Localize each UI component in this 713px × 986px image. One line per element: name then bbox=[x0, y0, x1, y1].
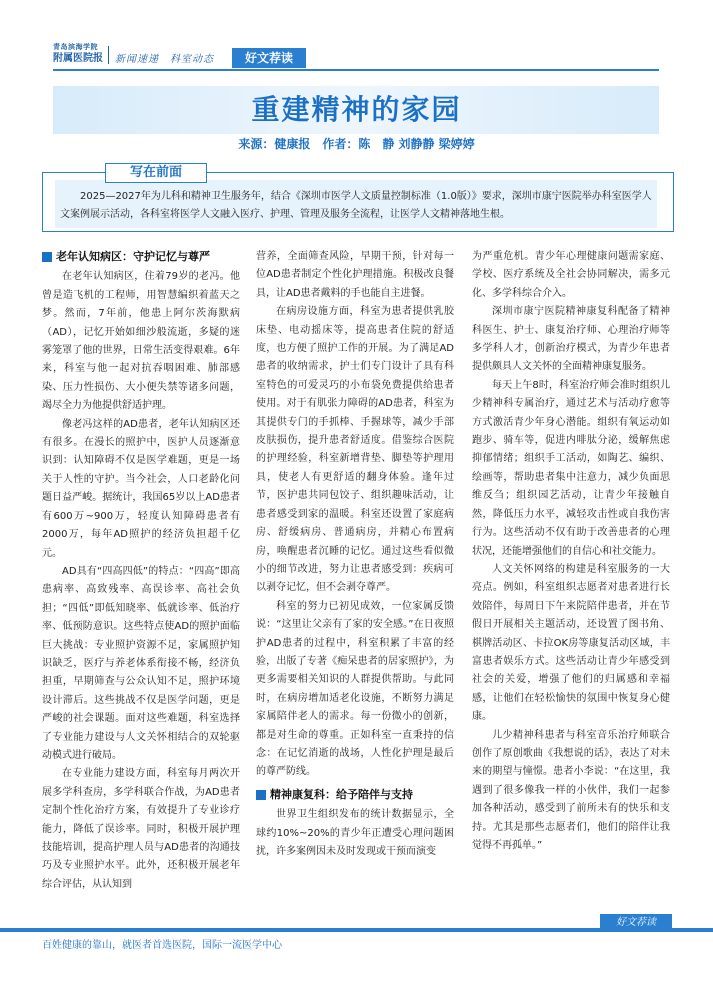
paragraph: 在专业能力建设方面，科室每月两次开展多学科查房，多学科联合作战，为AD患者定制个性化治疗方案，有效提升了专业诊疗能力，降低了误诊率。同时，积极开展护理技能培训，提高护理人员与AD患者的沟通技巧及专业照护水平。此外，还积极开展老年综合评估，从认知到 bbox=[42, 768, 240, 890]
hospital-name-line2: 附属医院报 bbox=[53, 53, 103, 64]
section-heading-text: 老年认知病区：守护记忆与尊严 bbox=[56, 250, 210, 263]
section-heading-elderly bbox=[42, 248, 240, 266]
paragraph: 为严重危机。青少年心理健康问题需家庭、学校、医疗系统及全社会协同解决，需多元化、多学科综合介入。 bbox=[472, 251, 670, 299]
paragraph: 世界卫生组织发布的统计数据显示，全球约10%~20%的青少年正遭受心理问题困扰，许多案例因未及时发现或干预而演变 bbox=[256, 809, 454, 857]
section-heading-rehab bbox=[256, 786, 454, 804]
intro-label: 写在前面 bbox=[105, 163, 207, 183]
paragraph: 科室的努力已初见成效，一位家属反馈说：“这里让父亲有了家的安全感。”在日夜照护AD患者的过程中，科室积累了丰富的经验，出版了专著《痴呆患者的居家照护》，为更多需要相关知识的人群提供帮助。与此同时，在病房增加适老化设施，不断努力满足家属陪伴老人的需求。每一份微小的创新，都是对生命的尊重。正如科室一直秉持的信念：在记忆消逝的战场，人性化护理是最后的尊严防线。 bbox=[256, 600, 454, 778]
article-title: 重建精神的家园 bbox=[251, 93, 462, 126]
paragraph: 在病房设施方面，科室为患者提供乳胶床垫、电动摇床等，提高患者住院的舒适度，也方便了照护工作的开展。为了满足AD患者的收纳需求，护士们专门设计了具有科室特色的可爱灵巧的小布袋免费提供给患者使用。对于有肌张力障碍的AD患者，科室为其提供专门的手抓棒、手握球等，减少手部皮肤损伤，提升患者舒适度。借鉴综合医院的护理经验，科室新增背垫、脚垫等护理用具，使老人有更舒适的翻身体验。逢年过节，医护患共同包饺子、组织趣味活动，让患者感受到家的温暖。科室还设置了家庭病房、舒缓病房、普通病房，并精心布置病房，唤醒患者沉睡的记忆。通过这些看似微小的细节改进，努力让患者感受到：疾病可以剥夺记忆，但不会剥夺尊严。 bbox=[256, 306, 454, 594]
square-bullet-icon bbox=[256, 790, 266, 800]
square-bullet-icon bbox=[42, 252, 52, 262]
article-byline: 来源：健康报 作者：陈 静 刘静静 梁婷婷 bbox=[238, 137, 475, 151]
paragraph: 营养，全面筛查风险，早期干预，针对每一位AD患者制定个性化护理措施。积极改良餐具，让AD患者戴料的手也能自主进餐。 bbox=[256, 251, 454, 299]
column-3 bbox=[472, 248, 670, 855]
column-1 bbox=[42, 248, 240, 894]
footer-slogan: 百姓健康的靠山，就医者首选医院，国际一流医学中心 bbox=[42, 940, 282, 951]
footer-rule bbox=[0, 928, 713, 932]
hospital-name bbox=[53, 42, 103, 64]
hospital-name-line1: 青岛滨海学院 bbox=[53, 43, 98, 51]
section-heading-text: 精神康复科：给予陪伴与支持 bbox=[270, 787, 413, 801]
header-rule bbox=[53, 69, 659, 71]
header-columns: 新闻速递 科室动态 bbox=[115, 54, 214, 65]
paragraph: 在老年认知病区，住着79岁的老冯。他曾是造飞机的工程师，用智慧编织着蓝天之梦。然而，7年前，他患上阿尔茨海默病（AD），记忆开始如细沙般流逝，多疑的迷雾笼罩了他的世界，日常生活变得艰难。6年来，科室与他一起对抗吞咽困难、肺部感染、压力性损伤、大小便失禁等诸多问题，竭尽全力为他提供舒适护理。 bbox=[42, 271, 240, 412]
column-2 bbox=[256, 248, 454, 861]
paragraph: 每天上午8时，科室治疗师会准时组织儿少精神科专属治疗，通过艺术与活动疗愈等方式激活青少年身心潜能。组织有氧运动如跑步、骑车等，促进内啡肽分泌，缓解焦虑抑郁情绪；组织手工活动，如陶艺、编织、绘画等，帮助患者集中注意力，减少负面思维反刍；组织园艺活动，让青少年接触自然，降低压力水平，减轻攻击性或自我伤害行为。这些活动不仅有助于改善患者的心理状况，还能增强他们的自信心和社交能力。 bbox=[472, 379, 670, 557]
paragraph: AD具有“四高四低”的特点：“四高”即高患病率、高致残率、高误诊率、高社会负担；“四低”即低知晓率、低就诊率、低治疗率、低预防意识。这些特点使AD的照护面临巨大挑战：专业照护资源不足，家属照护知识缺乏，医疗与养老体系衔接不畅，经济负担重，早期筛查与公众认知不足，照护环境设计滞后。这些挑战不仅是医学问题，更是严峻的社会课题。面对这些难题，科室选择了专业能力建设与人文关怀相结合的双轮驱动模式进行破局。 bbox=[42, 565, 240, 761]
header-divider bbox=[108, 46, 109, 64]
paragraph: 深圳市康宁医院精神康复科配备了精神科医生、护士、康复治疗师、心理治疗师等多学科人才，创新治疗模式，为青少年患者提供颇具人文关怀的全面精神康复服务。 bbox=[472, 306, 670, 373]
paragraph: 像老冯这样的AD患者，老年认知病区还有很多。在漫长的照护中，医护人员逐渐意识到：认知障碍不仅是医学难题，更是一场关于人性的守护。当今社会，人口老龄化问题日益严峻。据统计，我国65岁以上AD患者有600万~900万，轻度认知障碍患者有2000万，每年AD照护的经济负担超千亿元。 bbox=[42, 418, 240, 559]
page-header bbox=[0, 0, 713, 75]
section-tab: 好文荐读 bbox=[232, 48, 306, 68]
intro-text: 2025—2027年为儿科和精神卫生服务年，结合《深圳市医学人文质量控制标准（1.0版）》要求，深圳市康宁医院举办科室医学人文案例展示活动，各科室将医学人文融入医疗、护理、管理及服务全流程，让医学人文精神落地生根。 bbox=[60, 191, 652, 220]
footer-tab: 好文荐读 bbox=[600, 914, 672, 932]
paragraph: 儿少精神科患者与科室音乐治疗师联合创作了原创歌曲《我想说的话》，表达了对未来的期望与憧憬。患者小李说：“在这里，我遇到了很多像我一样的小伙伴，我们一起参加各种活动，感受到了前所未有的快乐和支持。尤其是那些志愿者们，他们的陪伴让我觉得不再孤单。” bbox=[472, 729, 670, 851]
paragraph: 人文关怀网络的构建是科室服务的一大亮点。例如，科室组织志愿者对患者进行长效陪伴，每周日下午来院陪伴患者，并在节假日开展相关主题活动，还设置了图书角、棋牌活动区、卡拉OK房等康复活动区域，丰富患者娱乐方式。这些活动让青少年感受到社会的关爱，增强了他们的归属感和幸福感，让他们在轻松愉快的氛围中恢复身心健康。 bbox=[472, 563, 670, 723]
